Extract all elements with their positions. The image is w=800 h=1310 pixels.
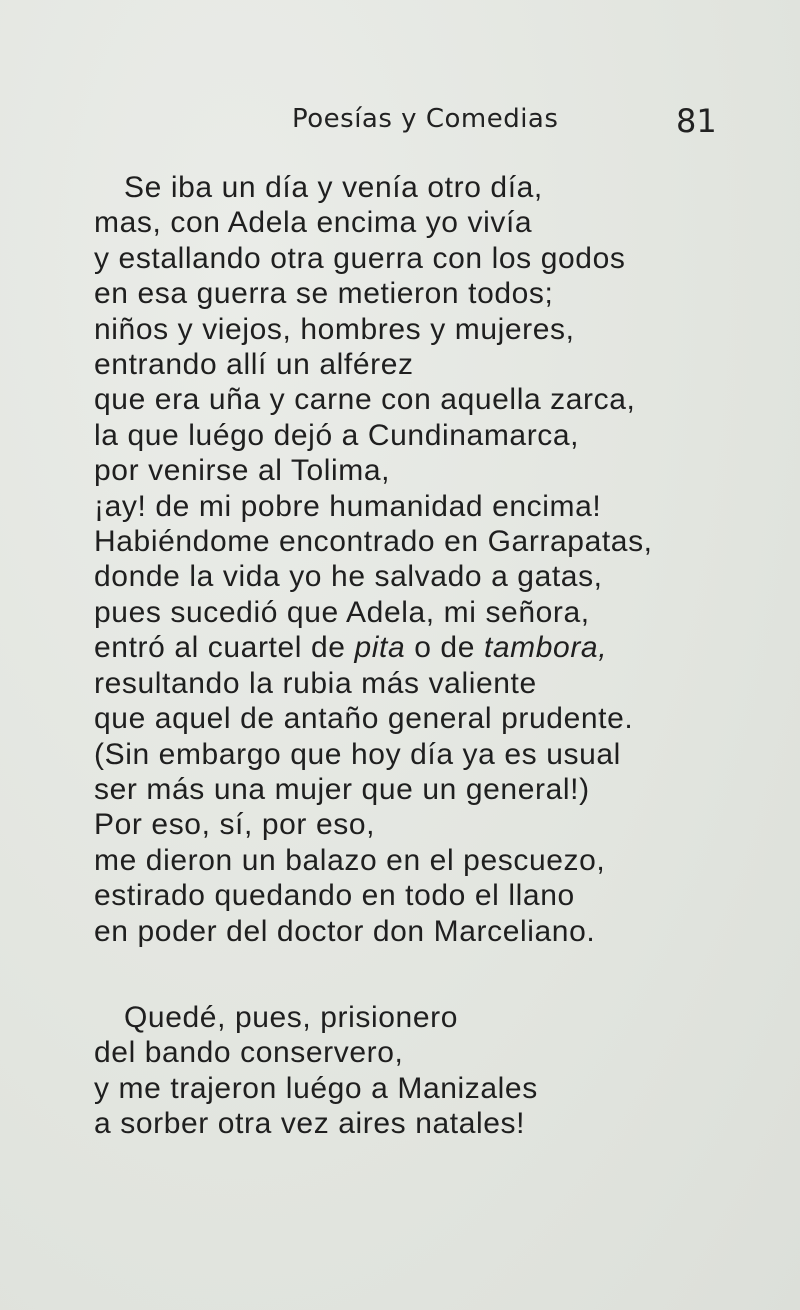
verse-line: en poder del doctor don Marceliano.: [94, 914, 596, 948]
verse-line-with-italics: [94, 630, 734, 665]
verse-line: niños y viejos, hombres y mujeres,: [94, 312, 575, 346]
verse-line: Por eso, sí, por eso,: [94, 808, 376, 842]
verse-line: pues sucedió que Adela, mi señora,: [94, 595, 590, 629]
verse-text: o de: [414, 631, 475, 665]
verse-line: donde la vida yo he salvado a gatas,: [94, 560, 603, 594]
verse-line: la que luégo dejó a Cundinamarca,: [94, 418, 580, 452]
verse-line: ser más una mujer que un general!): [94, 772, 590, 806]
verse-text: entró al cuartel de: [94, 631, 346, 665]
verse-line: y me trajeron luégo a Manizales: [94, 1071, 538, 1105]
verse-line: resultando la rubia más valiente: [94, 666, 537, 700]
verse-line: por venirse al Tolima,: [94, 454, 391, 488]
verse-line: Quedé, pues, prisionero: [124, 1001, 458, 1034]
verse-line: que aquel de antaño general prudente.: [94, 702, 634, 736]
verse-line: estirado quedando en todo el llano: [94, 879, 575, 913]
stanza-2: [94, 1000, 734, 1142]
verse-line: (Sin embargo que hoy día ya es usual: [94, 737, 621, 771]
page-header: [0, 100, 800, 150]
verse-line: en esa guerra se metieron todos;: [94, 277, 554, 311]
verse-line: mas, con Adela encima yo vivía: [94, 206, 533, 240]
verse-line: que era uña y carne con aquella zarca,: [94, 383, 636, 417]
verse-line: entrando allí un alférez: [94, 348, 414, 382]
stanza-1: [94, 170, 734, 949]
verse-line: me dieron un balazo en el pescuezo,: [94, 843, 606, 877]
verse-line: y estallando otra guerra con los godos: [94, 241, 626, 275]
running-title: Poesías y Comedias: [292, 104, 559, 134]
page-number: 81: [676, 102, 717, 140]
italic-word: pita: [354, 631, 406, 665]
verse-line: ¡ay! de mi pobre humanidad encima!: [94, 489, 602, 523]
verse-line: Habiéndome encontrado en Garrapatas,: [94, 525, 653, 559]
verse-line: del bando conservero,: [94, 1036, 404, 1070]
italic-word: tambora,: [483, 631, 608, 665]
verse-line: Se iba un día y venía otro día,: [124, 171, 543, 204]
verse-line: a sorber otra vez aires natales!: [94, 1107, 526, 1141]
